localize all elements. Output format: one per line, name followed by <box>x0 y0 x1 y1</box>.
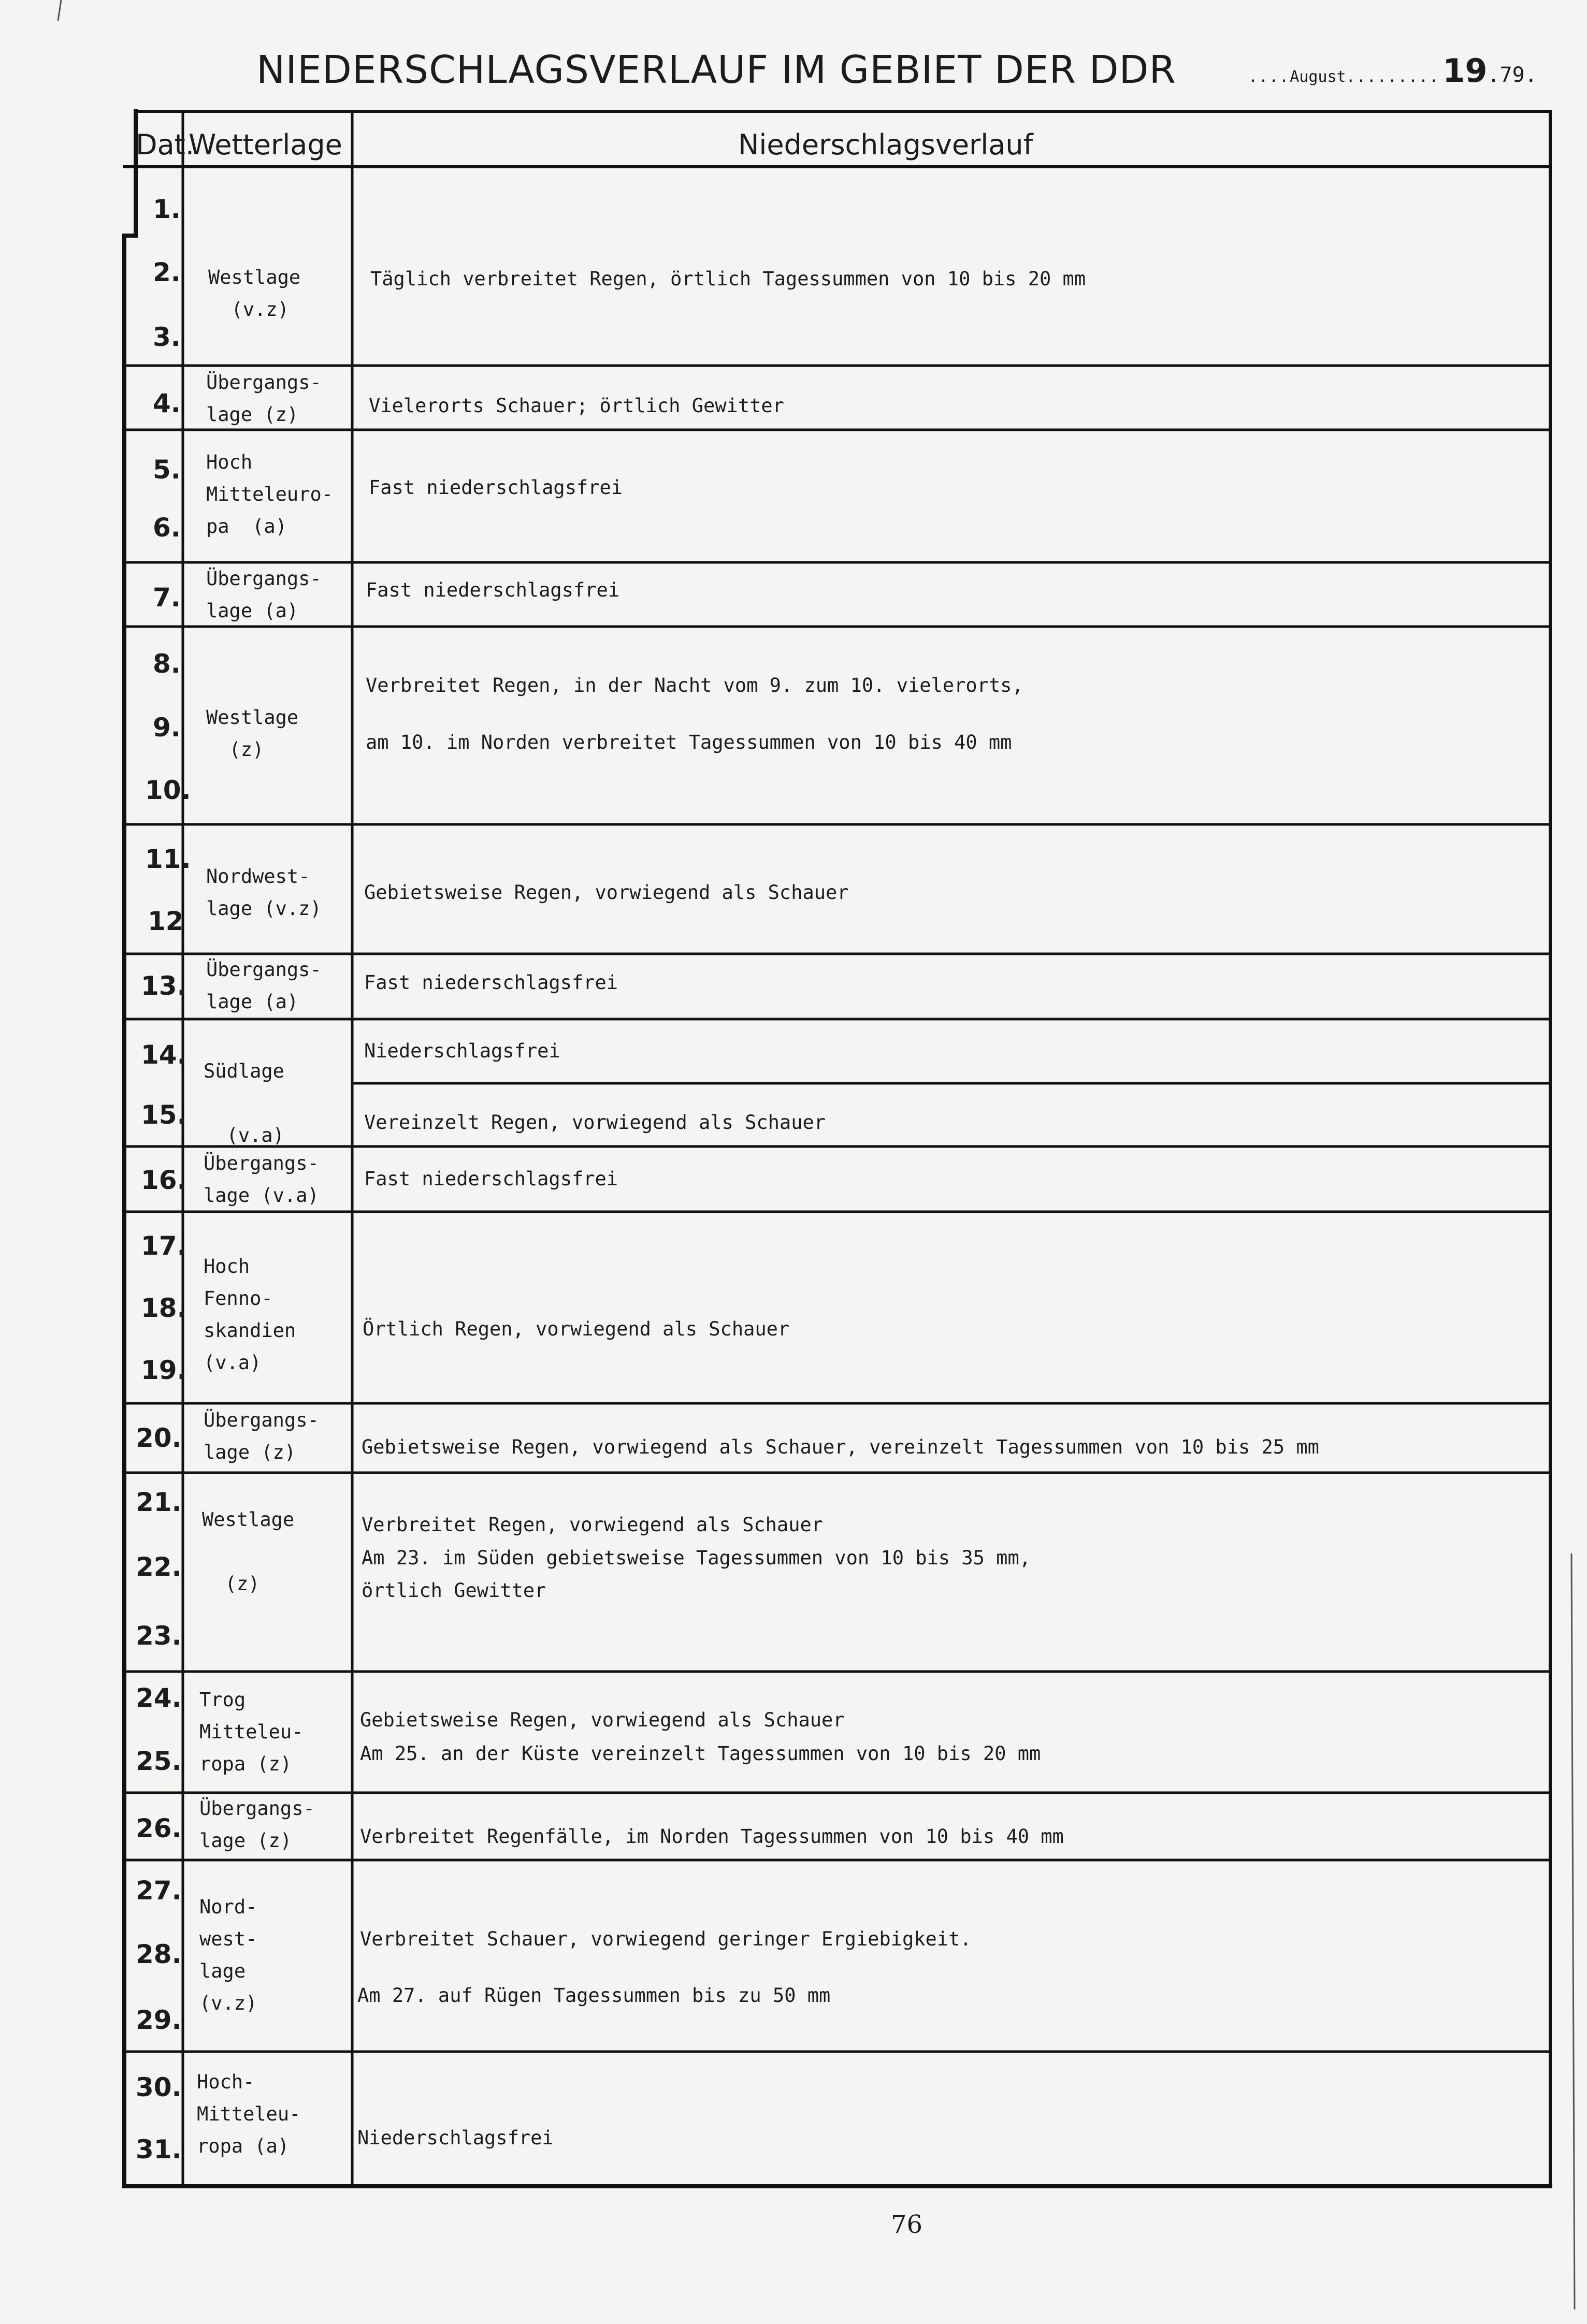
day-number: 31. <box>136 2134 182 2165</box>
niederschlag-text: Am 25. an der Küste vereinzelt Tagessummen von 10 bis 20 mm <box>360 1742 1041 1765</box>
day-number: 30. <box>136 2072 182 2102</box>
niederschlag-text: Am 23. im Süden gebietsweise Tagessummen von 10 bis 35 mm, <box>362 1547 1031 1569</box>
wetterlage-cell: Nordwest- lage (v.z) <box>206 865 322 920</box>
niederschlag-text: Niederschlagsfrei <box>357 2127 554 2149</box>
wetterlage-cell: Westlage (z) <box>206 706 299 761</box>
day-number: 1. <box>153 194 181 224</box>
niederschlag-text: Gebietsweise Regen, vorwiegend als Schauer, vereinzelt Tagessummen von 10 bis 25 mm <box>362 1436 1319 1458</box>
wetterlage-cell: Hoch- Mitteleu- ropa (a) <box>197 2071 301 2157</box>
wetterlage-cell: Hoch Mitteleuro- pa (a) <box>206 451 334 538</box>
wetterlage-cell: Übergangs- lage (z) <box>204 1409 319 1463</box>
niederschlag-text: Gebietsweise Regen, vorwiegend als Schauer <box>364 881 849 904</box>
day-number: 18. <box>141 1293 187 1323</box>
day-number: 7. <box>153 583 181 613</box>
niederschlag-text: Verbreitet Regen, vorwiegend als Schauer <box>362 1514 824 1536</box>
niederschlag-text: Vereinzelt Regen, vorwiegend als Schauer <box>364 1111 826 1134</box>
niederschlag-text: Gebietsweise Regen, vorwiegend als Schauer <box>360 1709 845 1731</box>
day-number: 13. <box>141 971 187 1001</box>
wetterlage-cell: Westlage (v.z) <box>208 266 301 321</box>
niederschlag-text: Fast niederschlagsfrei <box>364 971 618 994</box>
day-number: 4. <box>153 388 181 418</box>
day-number: 14. <box>141 1040 187 1070</box>
day-number: 26. <box>136 1813 182 1843</box>
day-number: 28. <box>136 1939 182 1969</box>
day-number: 6. <box>153 513 181 543</box>
niederschlag-text: Verbreitet Schauer, vorwiegend geringer Ergiebigkeit. <box>360 1928 972 1950</box>
day-number: 8. <box>153 649 181 679</box>
wetterlage-cell: Trog Mitteleu- ropa (z) <box>199 1689 304 1775</box>
niederschlag-text: Am 27. auf Rügen Tagessummen bis zu 50 mm <box>357 1984 831 2007</box>
niederschlag-text: am 10. im Norden verbreitet Tagessummen von 10 bis 40 mm <box>366 731 1012 753</box>
day-number: 25. <box>136 1746 182 1776</box>
niederschlag-text: örtlich Gewitter <box>362 1579 546 1602</box>
column-header-wetterlage: Wetterlage <box>189 128 342 161</box>
wetterlage-cell: Übergangs- lage (a) <box>206 958 322 1013</box>
niederschlag-text: Vielerorts Schauer; örtlich Gewitter <box>369 395 784 417</box>
day-number: 24. <box>136 1683 182 1713</box>
niederschlag-text: Verbreitet Regenfälle, im Norden Tagessummen von 10 bis 40 mm <box>360 1825 1064 1848</box>
day-number: 21. <box>136 1487 182 1517</box>
niederschlag-text: Fast niederschlagsfrei <box>364 1168 618 1190</box>
wetterlage-cell: Übergangs- lage (z) <box>199 1797 315 1852</box>
month-leader-dots: .... <box>1248 68 1290 86</box>
wetterlage-cell: Übergangs- lage (v.a) <box>204 1152 319 1207</box>
month-label: August <box>1290 68 1346 86</box>
year-suffix: .79. <box>1487 63 1537 87</box>
year-prefix: 19 <box>1442 52 1488 90</box>
wetterlage-cell: Nord- west- lage (v.z) <box>199 1896 257 2014</box>
niederschlag-text: Verbreitet Regen, in der Nacht vom 9. zum 10. vielerorts, <box>366 674 1023 696</box>
day-number: 29. <box>136 2005 182 2035</box>
wetterlage-cell: Übergangs- lage (z) <box>206 371 322 426</box>
day-number: 16. <box>141 1165 187 1195</box>
day-number: 22. <box>136 1552 182 1582</box>
niederschlag-text: Niederschlagsfrei <box>364 1040 560 1062</box>
wetterlage-cell: Südlage (v.a) <box>204 1060 284 1146</box>
day-number: 23. <box>136 1621 182 1651</box>
niederschlag-text: Örtlich Regen, vorwiegend als Schauer <box>363 1318 790 1340</box>
wetterlage-cell: Westlage (z) <box>202 1508 295 1595</box>
day-number: 3. <box>153 322 181 352</box>
day-number: 20. <box>136 1423 182 1453</box>
page-title: NIEDERSCHLAGSVERLAUF IM GEBIET DER DDR <box>256 48 1176 92</box>
niederschlag-text: Fast niederschlagsfrei <box>369 476 623 499</box>
day-number: 27. <box>136 1876 182 1906</box>
niederschlag-text: Fast niederschlagsfrei <box>366 579 620 601</box>
day-number: 5. <box>153 455 181 485</box>
day-number: 2. <box>153 257 181 287</box>
niederschlag-text: Täglich verbreitet Regen, örtlich Tagessummen von 10 bis 20 mm <box>370 268 1086 290</box>
day-number: 15. <box>141 1100 187 1130</box>
day-number: 9. <box>153 713 181 743</box>
day-number: 17. <box>141 1231 187 1261</box>
column-header-niederschlagsverlauf: Niederschlagsverlauf <box>738 128 1033 161</box>
page-number: 76 <box>891 2210 923 2239</box>
wetterlage-cell: Hoch Fenno- skandien (v.a) <box>204 1255 296 1374</box>
day-number: 11. <box>145 844 191 874</box>
day-number: 10. <box>145 775 191 805</box>
month-trailing-dots: ......... <box>1346 68 1440 86</box>
day-number: 19. <box>141 1355 187 1385</box>
column-header-date: Dat. <box>136 128 195 161</box>
wetterlage-cell: Übergangs- lage (a) <box>206 568 322 622</box>
day-number: 12 <box>148 906 184 936</box>
